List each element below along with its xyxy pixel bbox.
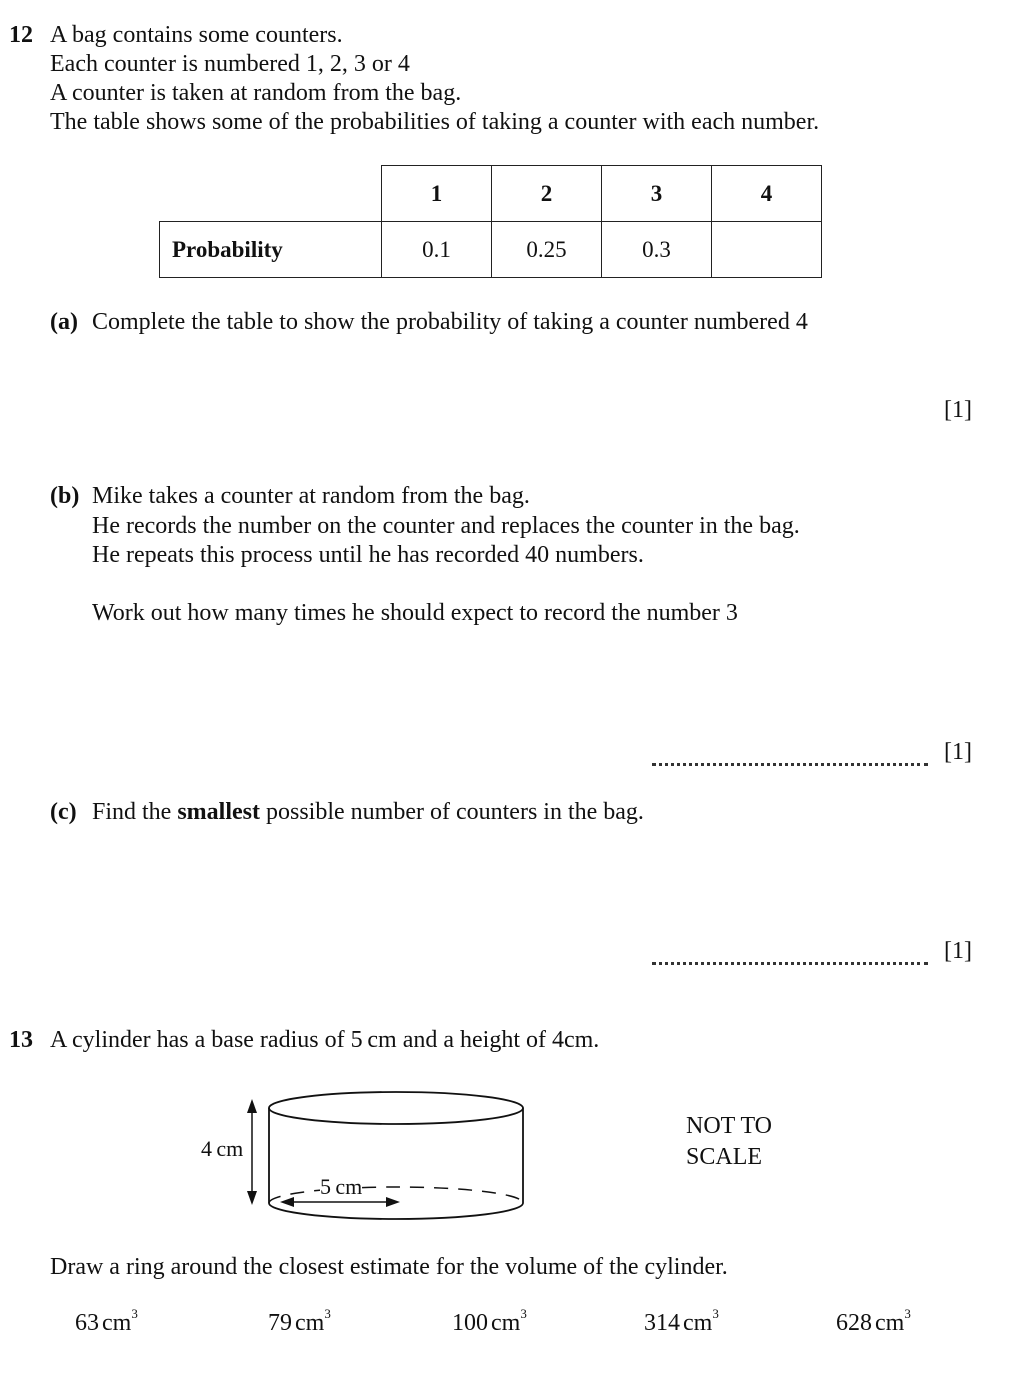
- question-number-13: 13: [9, 1027, 33, 1053]
- table-header-4: 4: [712, 166, 822, 222]
- option-power: 3: [712, 1306, 719, 1321]
- table-cell-prob-2: 0.25: [492, 222, 602, 278]
- table-header-row: [160, 166, 822, 222]
- radius-label: 5 cm: [320, 1174, 363, 1199]
- part-a-marks: [1]: [944, 397, 972, 423]
- option-value: 314: [644, 1310, 680, 1336]
- part-b-answer-line[interactable]: [652, 763, 928, 766]
- q13-intro: A cylinder has a base radius of 5 cm and a height of 4cm.: [50, 1027, 600, 1053]
- height-arrow-head-top: [247, 1099, 257, 1113]
- part-c-text-after: possible number of counters in the bag.: [260, 799, 644, 825]
- q12-intro-line-2: Each counter is numbered 1, 2, 3 or 4: [50, 51, 410, 77]
- option-power: 3: [324, 1306, 331, 1321]
- table-probability-row: [160, 222, 822, 278]
- height-label: 4 cm: [201, 1136, 244, 1161]
- part-c-text: [92, 798, 644, 827]
- table-cell-prob-3: 0.3: [602, 222, 712, 278]
- part-a-label: (a): [50, 309, 78, 335]
- option-value: 100: [452, 1310, 488, 1336]
- table-cell-prob-1: 0.1: [382, 222, 492, 278]
- not-to-scale-line-2: SCALE: [686, 1144, 763, 1170]
- option-power: 3: [520, 1306, 527, 1321]
- q13-instruction: Draw a ring around the closest estimate for the volume of the cylinder.: [50, 1254, 728, 1280]
- volume-option-79[interactable]: [268, 1306, 331, 1337]
- option-power: 3: [131, 1306, 138, 1321]
- table-header-3: 3: [602, 166, 712, 222]
- part-a-text: Complete the table to show the probability of taking a counter numbered 4: [92, 309, 808, 335]
- not-to-scale-line-1: NOT TO: [686, 1113, 773, 1139]
- q12-intro-line-3: A counter is taken at random from the bag.: [50, 80, 462, 106]
- option-unit: cm: [491, 1310, 521, 1336]
- part-b-line-1: Mike takes a counter at random from the bag.: [92, 483, 530, 509]
- volume-option-63[interactable]: [75, 1306, 138, 1337]
- radius-arrow-head-left: [280, 1197, 294, 1207]
- part-b-marks: [1]: [944, 739, 972, 765]
- option-power: 3: [904, 1306, 911, 1321]
- part-c-text-before: Find the: [92, 799, 178, 825]
- part-b-line-3: He repeats this process until he has recorded 40 numbers.: [92, 542, 644, 568]
- table-header-1: 1: [382, 166, 492, 222]
- option-unit: cm: [295, 1310, 325, 1336]
- part-c-label: (c): [50, 799, 77, 825]
- part-b-label: (b): [50, 483, 80, 509]
- table-corner-blank: [160, 166, 382, 222]
- option-value: 79: [268, 1310, 292, 1336]
- option-unit: cm: [875, 1310, 905, 1336]
- cylinder-bottom-front: [269, 1203, 523, 1219]
- part-b-line-2: He records the number on the counter and replaces the counter in the bag.: [92, 513, 800, 539]
- option-unit: cm: [683, 1310, 713, 1336]
- option-value: 63: [75, 1310, 99, 1336]
- cylinder-top-ellipse: [269, 1092, 523, 1124]
- volume-option-628[interactable]: [836, 1306, 911, 1337]
- radius-arrow-head-right: [386, 1197, 400, 1207]
- volume-option-314[interactable]: [644, 1306, 719, 1337]
- height-arrow-head-bottom: [247, 1191, 257, 1205]
- q12-intro-line-1: A bag contains some counters.: [50, 22, 343, 48]
- option-value: 628: [836, 1310, 872, 1336]
- part-b-question: Work out how many times he should expect to record the number 3: [92, 600, 738, 626]
- option-unit: cm: [102, 1310, 132, 1336]
- table-cell-prob-4-answer[interactable]: [712, 222, 822, 278]
- volume-option-100[interactable]: [452, 1306, 527, 1337]
- q12-intro-line-4: The table shows some of the probabilities of taking a counter with each number.: [50, 109, 820, 135]
- part-c-text-bold: smallest: [177, 799, 260, 825]
- table-header-2: 2: [492, 166, 602, 222]
- part-c-marks: [1]: [944, 938, 972, 964]
- probability-table: [159, 165, 822, 278]
- table-row-label: Probability: [160, 222, 382, 278]
- part-c-answer-line[interactable]: [652, 962, 928, 965]
- question-number-12: 12: [9, 22, 33, 48]
